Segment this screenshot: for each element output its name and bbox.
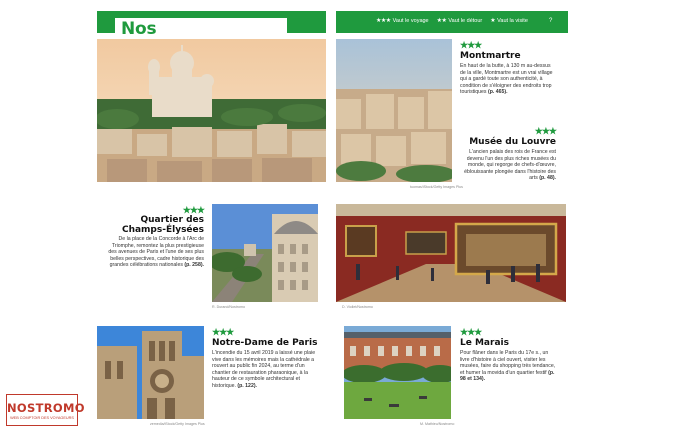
marais-stars: ★★★	[460, 327, 482, 337]
champs-title: Quartier des Champs-Élysées	[121, 215, 204, 235]
marais-title: Le Marais	[460, 338, 509, 348]
louvre-text: L'ancien palais des rois de France est devenu l'un des plus riches musées du monde, qui regorge de chefs-d'œuvre, éblouissante plongée dans l'histoire des arts (p. 48).	[464, 149, 556, 182]
one-star-icon: ★	[490, 18, 496, 24]
logo-wordmark: NOSTROMO	[7, 401, 85, 415]
notre-dame-title: Notre-Dame de Paris	[212, 338, 318, 348]
logo-tagline: WEB COMPTOIR DES VOYAGEURS	[10, 416, 74, 420]
montmartre-title: Montmartre	[460, 51, 521, 61]
louvre-credit: D. Viollet/Nostromo	[342, 305, 373, 309]
three-star-icon: ★★★	[376, 18, 391, 24]
marais-text: Pour flâner dans le Paris du 17e s., un livre d'histoire à ciel ouvert, visiter les musées, faire du shopping très tendance, et humer la movida d'un quartier festif (p. 98 et 134).	[460, 350, 556, 383]
champs-credit: R. Durand/Nostromo	[212, 305, 245, 309]
marais-credit: M. Mathieu/Nostromo	[420, 422, 455, 426]
louvre-stars: ★★★	[534, 126, 556, 136]
sacre-coeur-photo	[97, 39, 326, 182]
champs-stars: ★★★	[182, 205, 204, 215]
nostromo-logo[interactable]	[6, 394, 85, 426]
two-star-icon: ★★	[436, 18, 447, 24]
notre-dame-stars: ★★★	[212, 327, 234, 337]
star-legend	[376, 14, 528, 28]
help-icon: ?	[549, 18, 553, 24]
montmartre-credit: tuomas/iStock/Getty Images Plus	[410, 185, 463, 189]
louvre-gallery-photo	[336, 204, 566, 302]
legend-item-2: ★★ Vaut le détour	[436, 18, 483, 24]
montmartre-text: En haut de la butte, à 130 m au-dessus de la ville, Montmartre est un vrai village qui a gardé toute son authenticité, à condition de s'éloigner des endroits trop touristiques (p. 465).	[460, 63, 553, 96]
marais-photo	[344, 326, 451, 419]
louvre-title: Musée du Louvre	[469, 137, 556, 147]
montmartre-photo	[336, 39, 452, 182]
legend-item-1: ★ Vaut la visite	[490, 18, 528, 24]
champs-elysees-photo	[212, 204, 318, 302]
notre-dame-text: L'incendie du 15 avril 2019 a laissé une plaie vive dans les mémoires mais la cathédrale a rouvert au public fin 2024, au terme d'un chantier de restauration pharaonique, à la hauteur de ce symbole architectural et historique. (p. 122).	[212, 350, 316, 389]
notre-dame-photo	[97, 326, 204, 419]
champs-text: De la place de la Concorde à l'Arc de Triomphe, remontez la plus prestigieuse des avenues de Paris et l'une de ses plus belles perspectives, cadre historique des grandes célébrations nationales (p. 258).	[108, 236, 204, 269]
notre-dame-credit: zemedia/iStock/Getty Images Plus	[150, 422, 205, 426]
montmartre-stars: ★★★	[460, 40, 482, 50]
legend-item-3: ★★★ Vaut le voyage	[376, 18, 429, 24]
page-title: Nos	[115, 18, 287, 40]
